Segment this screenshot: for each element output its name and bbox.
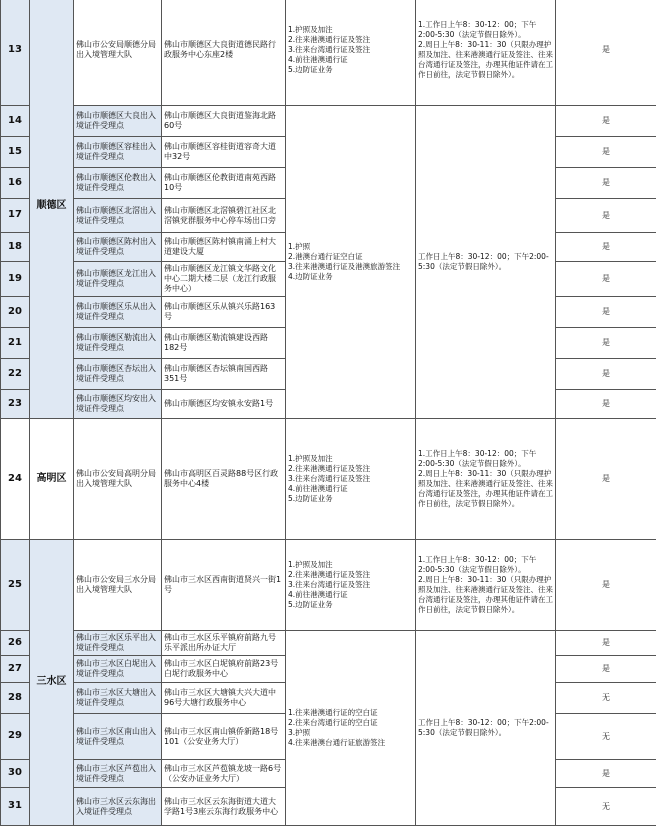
office-name: 佛山市三水区大塘出入境证件受理点 — [74, 683, 162, 714]
row-number: 17 — [1, 199, 30, 233]
row-number: 18 — [1, 233, 30, 262]
hours-cell: 工作日上午8：30-12：00；下午2:00-5:30（法定节假日除外）。 — [416, 106, 556, 419]
office-name: 佛山市顺德区伦教出入境证件受理点 — [74, 168, 162, 199]
service-item: 3.往来港澳通行证及港澳旅游签注 — [288, 262, 413, 272]
hours-item: 2.周日上午8：30-11：30（只限办理护照及加注、往来港澳通行证及签注、往来台湾通行证及签注，办理其他证件请在工作日前往，法定节假日除外）。 — [418, 469, 553, 509]
office-address: 佛山市三水区乐平镇府前路九号乐平派出所办证大厅 — [162, 631, 286, 656]
office-name: 佛山市顺德区杏坛出入境证件受理点 — [74, 359, 162, 390]
row-number: 26 — [1, 631, 30, 656]
row-number: 16 — [1, 168, 30, 199]
office-address: 佛山市顺德区北滘镇碧江社区北滘镇党群服务中心停车场出口旁 — [162, 199, 286, 233]
office-name: 佛山市公安局三水分局出入境管理大队 — [74, 540, 162, 631]
row-number: 24 — [1, 419, 30, 540]
row-number: 28 — [1, 683, 30, 714]
row-number: 19 — [1, 262, 30, 297]
district-cell: 高明区 — [30, 419, 74, 540]
office-address: 佛山市顺德区均安镇永安路1号 — [162, 390, 286, 419]
hours-item: 1.工作日上午8：30-12：00；下午2:00-5:30（法定节假日除外）。 — [418, 449, 553, 469]
table-row — [1, 0, 656, 106]
flag-cell: 是 — [556, 137, 656, 168]
row-number: 30 — [1, 760, 30, 788]
office-address: 佛山市三水区西南街道贤兴一街1号 — [162, 540, 286, 631]
flag-cell: 是 — [556, 419, 656, 540]
hours-item: 2.周日上午8：30-11：30（只限办理护照及加注、往来港澳通行证及签注、往来台湾通行证及签注，办理其他证件请在工作日前往，法定节假日除外）。 — [418, 575, 553, 615]
office-name: 佛山市顺德区龙江出入境证件受理点 — [74, 262, 162, 297]
row-number: 20 — [1, 297, 30, 328]
office-address: 佛山市三水区白坭镇府前路23号白坭行政服务中心 — [162, 656, 286, 683]
table-row — [1, 419, 656, 540]
service-item: 5.边防证业务 — [288, 600, 413, 610]
flag-cell: 是 — [556, 233, 656, 262]
office-name: 佛山市三水区乐平出入境证件受理点 — [74, 631, 162, 656]
flag-cell: 是 — [556, 328, 656, 359]
services-cell — [286, 0, 416, 106]
service-item: 4.边防证业务 — [288, 272, 413, 282]
flag-cell: 是 — [556, 262, 656, 297]
office-name: 佛山市三水区云东海出入境证件受理点 — [74, 788, 162, 826]
flag-cell: 无 — [556, 683, 656, 714]
district-cell: 三水区 — [30, 540, 74, 826]
flag-cell: 是 — [556, 297, 656, 328]
service-item: 2.往来台湾通行证的空白证 — [288, 718, 413, 728]
office-address: 佛山市顺德区陈村镇南涌上村大道建设大厦 — [162, 233, 286, 262]
row-number: 22 — [1, 359, 30, 390]
service-item: 1.护照及加注 — [288, 25, 413, 35]
office-address: 佛山市三水区南山镇侨新路18号101（公安业务大厅） — [162, 714, 286, 760]
service-item: 5.边防证业务 — [288, 494, 413, 504]
office-address: 佛山市顺德区乐从镇兴乐路163号 — [162, 297, 286, 328]
office-name: 佛山市三水区南山出入境证件受理点 — [74, 714, 162, 760]
services-cell — [286, 106, 416, 419]
table-row — [1, 540, 656, 631]
service-item: 2.往来港澳通行证及签注 — [288, 570, 413, 580]
office-address: 佛山市三水区云东海街道大道大学路1号3座云东海行政服务中心 — [162, 788, 286, 826]
row-number: 13 — [1, 0, 30, 106]
office-address: 佛山市顺德区大良街道德民路行政服务中心东座2楼 — [162, 0, 286, 106]
office-address: 佛山市三水区芦苞镇龙坡一路6号（公安办证业务大厅） — [162, 760, 286, 788]
service-item: 3.往来台湾通行证及签注 — [288, 45, 413, 55]
service-item: 2.往来港澳通行证及签注 — [288, 464, 413, 474]
services-cell — [286, 419, 416, 540]
office-name: 佛山市三水区白坭出入境证件受理点 — [74, 656, 162, 683]
hours-item: 1.工作日上午8：30-12：00；下午2:00-5:30（法定节假日除外）。 — [418, 555, 553, 575]
office-name: 佛山市公安局高明分局出入境管理大队 — [74, 419, 162, 540]
row-number: 25 — [1, 540, 30, 631]
services-cell — [286, 631, 416, 826]
services-cell — [286, 540, 416, 631]
office-address: 佛山市高明区百灵路88号区行政服务中心4楼 — [162, 419, 286, 540]
service-item: 3.往来台湾通行证及签注 — [288, 474, 413, 484]
service-item: 1.护照及加注 — [288, 454, 413, 464]
service-item: 1.护照 — [288, 242, 413, 252]
service-item: 4.往来港澳台通行证旅游签注 — [288, 738, 413, 748]
office-name: 佛山市顺德区陈村出入境证件受理点 — [74, 233, 162, 262]
flag-cell: 是 — [556, 540, 656, 631]
service-item: 4.前往港澳通行证 — [288, 484, 413, 494]
hours-cell — [416, 419, 556, 540]
office-name: 佛山市顺德区北滘出入境证件受理点 — [74, 199, 162, 233]
service-item: 1.护照及加注 — [288, 560, 413, 570]
flag-cell: 无 — [556, 788, 656, 826]
service-item: 2.往来港澳通行证及签注 — [288, 35, 413, 45]
row-number: 29 — [1, 714, 30, 760]
office-address: 佛山市顺德区大良街道鉴海北路60号 — [162, 106, 286, 137]
flag-cell: 是 — [556, 0, 656, 106]
service-item: 4.前往港澳通行证 — [288, 590, 413, 600]
service-item: 3.往来台湾通行证及签注 — [288, 580, 413, 590]
service-item: 5.边防证业务 — [288, 65, 413, 75]
office-name: 佛山市三水区芦苞出入境证件受理点 — [74, 760, 162, 788]
flag-cell: 是 — [556, 168, 656, 199]
office-address: 佛山市三水区大塘镇大兴大道中96号大塘行政服务中心 — [162, 683, 286, 714]
office-address: 佛山市顺德区龙江镇文华路文化中心二期大楼二层（龙江行政服务中心） — [162, 262, 286, 297]
hours-cell: 工作日上午8：30-12：00；下午2:00-5:30（法定节假日除外）。 — [416, 631, 556, 826]
flag-cell: 是 — [556, 390, 656, 419]
flag-cell: 是 — [556, 656, 656, 683]
hours-cell — [416, 540, 556, 631]
office-name: 佛山市顺德区容桂出入境证件受理点 — [74, 137, 162, 168]
district-cell: 顺德区 — [30, 0, 74, 419]
row-number: 14 — [1, 106, 30, 137]
flag-cell: 是 — [556, 106, 656, 137]
row-number: 31 — [1, 788, 30, 826]
hours-item: 2.周日上午8：30-11：30（只限办理护照及加注、往来港澳通行证及签注、往来台湾通行证及签注，办理其他证件请在工作日前往，法定节假日除外）。 — [418, 40, 553, 80]
office-name: 佛山市公安局顺德分局出入境管理大队 — [74, 0, 162, 106]
service-item: 1.往来港澳通行证的空白证 — [288, 708, 413, 718]
service-item: 4.前往港澳通行证 — [288, 55, 413, 65]
row-number: 23 — [1, 390, 30, 419]
office-address: 佛山市顺德区杏坛镇南国西路351号 — [162, 359, 286, 390]
flag-cell: 是 — [556, 359, 656, 390]
row-number: 15 — [1, 137, 30, 168]
row-number: 27 — [1, 656, 30, 683]
office-name: 佛山市顺德区大良出入境证件受理点 — [74, 106, 162, 137]
office-name: 佛山市顺德区勒流出入境证件受理点 — [74, 328, 162, 359]
flag-cell: 无 — [556, 714, 656, 760]
office-name: 佛山市顺德区均安出入境证件受理点 — [74, 390, 162, 419]
hours-item: 1.工作日上午8：30-12：00；下午2:00-5:30（法定节假日除外）。 — [418, 20, 553, 40]
table-row — [1, 106, 656, 137]
office-address: 佛山市顺德区伦教街道南苑西路10号 — [162, 168, 286, 199]
table-row — [1, 631, 656, 656]
office-name: 佛山市顺德区乐从出入境证件受理点 — [74, 297, 162, 328]
flag-cell: 是 — [556, 760, 656, 788]
office-address: 佛山市顺德区勒流镇建设西路182号 — [162, 328, 286, 359]
service-item: 3.护照 — [288, 728, 413, 738]
service-item: 2.港澳台通行证空白证 — [288, 252, 413, 262]
office-address: 佛山市顺德区容桂街道容奇大道中32号 — [162, 137, 286, 168]
hours-cell — [416, 0, 556, 106]
row-number: 21 — [1, 328, 30, 359]
flag-cell: 是 — [556, 631, 656, 656]
flag-cell: 是 — [556, 199, 656, 233]
